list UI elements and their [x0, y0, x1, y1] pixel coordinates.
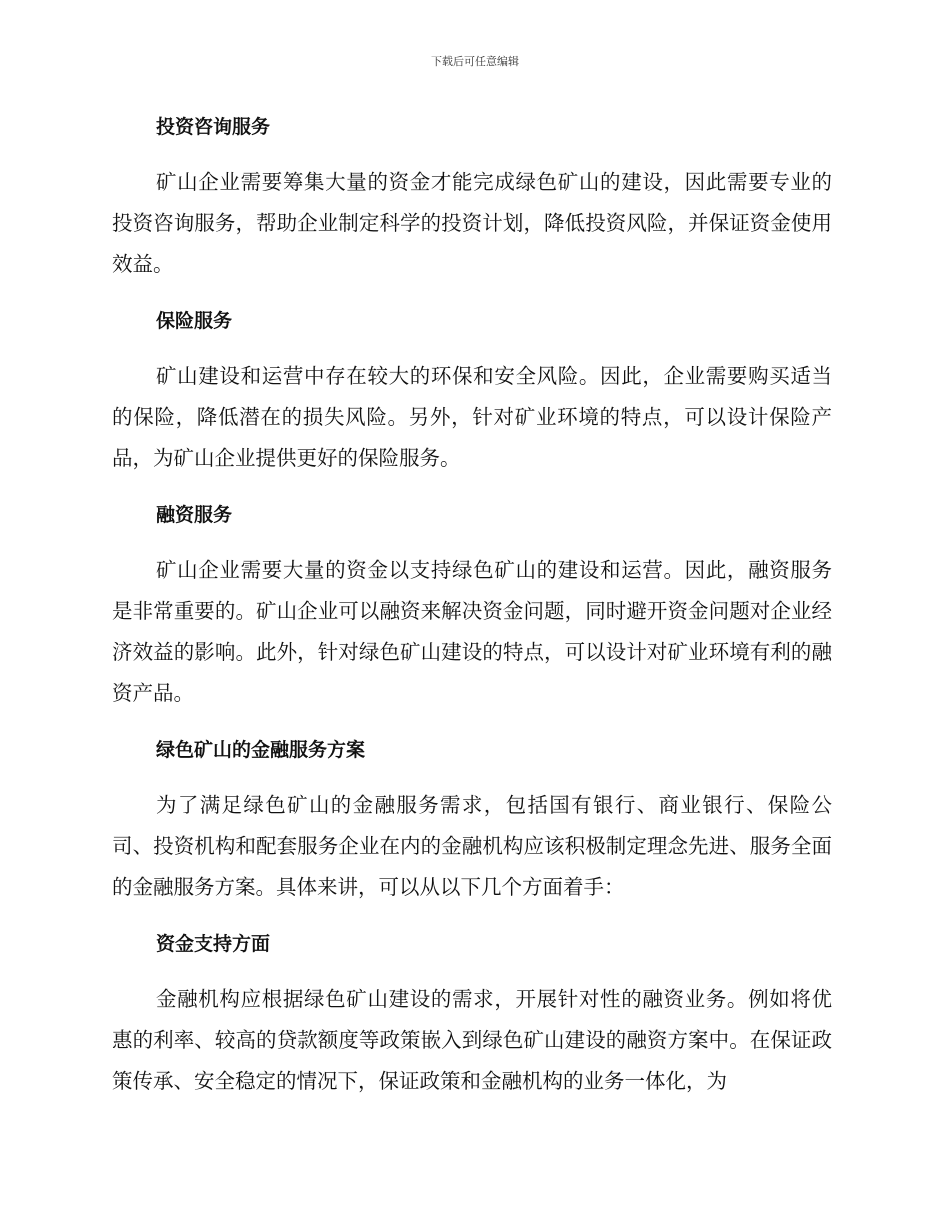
section-paragraph-funding-support: 金融机构应根据绿色矿山建设的需求，开展针对性的融资业务。例如将优惠的利率、较高的贷款额度等政策嵌入到绿色矿山建设的融资方案中。在保证政策传承、安全稳定的情况下，保证政策和金融机构的业务一体化，为 [112, 987, 832, 1093]
section-paragraph-investment-consulting: 矿山企业需要筹集大量的资金才能完成绿色矿山的建设，因此需要专业的投资咨询服务，帮助企业制定科学的投资计划，降低投资风险，并保证资金使用效益。 [112, 170, 832, 276]
section-heading-funding-support: 资金支持方面 [156, 933, 271, 955]
section-heading-insurance: 保险服务 [156, 310, 233, 332]
page-header: 下载后可任意编辑 [431, 55, 519, 68]
document-body [112, 108, 832, 1119]
section-heading-financial-plan: 绿色矿山的金融服务方案 [156, 739, 366, 761]
section-paragraph-financial-plan: 为了满足绿色矿山的金融服务需求，包括国有银行、商业银行、保险公司、投资机构和配套服务企业在内的金融机构应该积极制定理念先进、服务全面的金融服务方案。具体来讲，可以从以下几个方面着手： [112, 793, 832, 899]
section-heading-investment-consulting: 投资咨询服务 [156, 116, 271, 138]
section-heading-financing: 融资服务 [156, 504, 233, 526]
section-paragraph-financing: 矿山企业需要大量的资金以支持绿色矿山的建设和运营。因此，融资服务是非常重要的。矿山企业可以融资来解决资金问题，同时避开资金问题对企业经济效益的影响。此外，针对绿色矿山建设的特点，可以设计对矿业环境有利的融资产品。 [112, 558, 832, 705]
section-paragraph-insurance: 矿山建设和运营中存在较大的环保和安全风险。因此，企业需要购买适当的保险，降低潜在的损失风险。另外，针对矿业环境的特点，可以设计保险产品，为矿山企业提供更好的保险服务。 [112, 364, 832, 470]
